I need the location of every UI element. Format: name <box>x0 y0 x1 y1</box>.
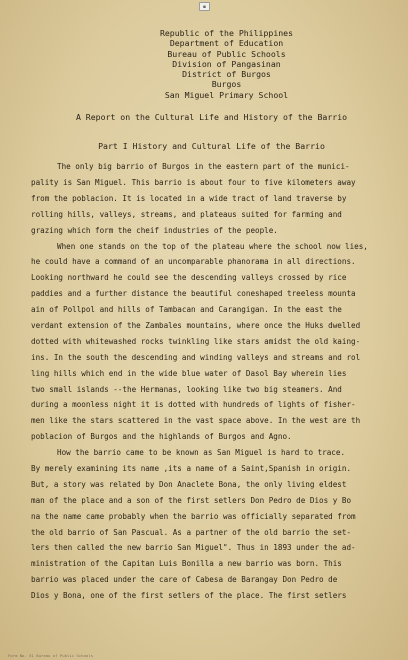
text-line: men like the stars scattered in the vast space above. In the west are th <box>31 416 361 426</box>
letterhead-line: Burgos <box>211 79 242 90</box>
text-line: na the name came probably when the barrio was officially separated from <box>31 511 356 521</box>
text-line: But, a story was related by Don Anaclete Bona, the only living eldest <box>31 479 347 489</box>
text-line: By merely examining its name ,its a name of a Saint,Spanish in origin. <box>31 464 352 473</box>
body-text <box>31 159 392 604</box>
staple-tag-icon: ■ <box>199 2 210 11</box>
text-line: The only big barrio of Burgos in the eastern part of the munici- <box>57 162 350 172</box>
text-line: How the barrio came to be known as San Miguel is hard to trace. <box>57 448 346 458</box>
text-line: barrio was placed under the care of Cabesa de Barangay Don Pedro de <box>31 575 338 585</box>
text-line: poblacion of Burgos and the highlands of Burgos and Agno. <box>31 432 292 442</box>
letterhead-line: Republic of the Philippines <box>159 28 294 38</box>
part-title: Part I History and Cultural Life of the Barrio <box>98 141 325 152</box>
report-title: A Report on the Cultural Life and History of the Barrio <box>75 112 348 123</box>
text-line: ling hills which end in the wide blue water of Dasol Bay wherein lies <box>31 368 347 378</box>
text-line: lers then called the new barrio San Miguel". Thus in 1893 under the ad- <box>31 543 356 553</box>
text-line: ins. In the south the descending and winding valleys and streams and rol <box>31 352 361 362</box>
letterhead-line: Bureau of Public Schools <box>167 48 286 59</box>
text-line: Dios y Bona, one of the first setlers of the place. The first setlers <box>31 591 347 601</box>
letterhead-line: Department of Education <box>169 38 284 49</box>
text-line: grazing which form the cheif industries of the people. <box>31 225 278 235</box>
form-footer: Form No. 51 Bureau of Public Schools <box>8 654 94 658</box>
text-line: the old barrio of San Pascual. As a partner of the old barrio the set- <box>31 527 352 537</box>
letterhead-line: District of Burgos <box>182 69 271 80</box>
text-line: rolling hills, valleys, streams, and plateaus suited for farming and <box>31 209 342 219</box>
text-line: verdant extension of the Zambales mountains, where once the Huks dwelled <box>31 320 361 330</box>
text-line: pality is San Miguel. This barrio is about four to five kilometers away <box>31 177 356 187</box>
text-line: two small islands --the Hermanas, looking like two big steamers. And <box>31 384 342 394</box>
text-line: ain of Pollpol and hills of Tambacan and Carangigan. In the east the <box>31 305 342 315</box>
text-line: man of the place and a son of the first setlers Don Pedro de Dios y Bo <box>31 495 352 505</box>
letterhead-line: Division of Pangasinan <box>172 58 281 69</box>
text-line: paddies and a further distance the beautiful coneshaped treeless mounta <box>31 289 356 299</box>
text-line: from the poblacion. It is located in a wide tract of land traverse by <box>31 193 347 203</box>
text-line: When one stands on the top of the plateau where the school now lies, <box>57 241 368 251</box>
text-line: during a moonless night it is dotted with hundreds of lights of fisher- <box>31 400 356 410</box>
text-line: dotted with whitewashed rocks twinkling like stars amidst the old kaing- <box>31 336 361 346</box>
text-line: ministration of the Capitan Luis Bonilla a new barrio was born. This <box>31 559 342 569</box>
letterhead-line: San Miguel Primary School <box>164 89 289 100</box>
text-line: Looking northward he could see the descending valleys crossed by rice <box>31 273 347 283</box>
text-line: he could have a command of an uncomparable phanorama in all directions. <box>31 257 356 267</box>
letterhead <box>61 28 392 100</box>
